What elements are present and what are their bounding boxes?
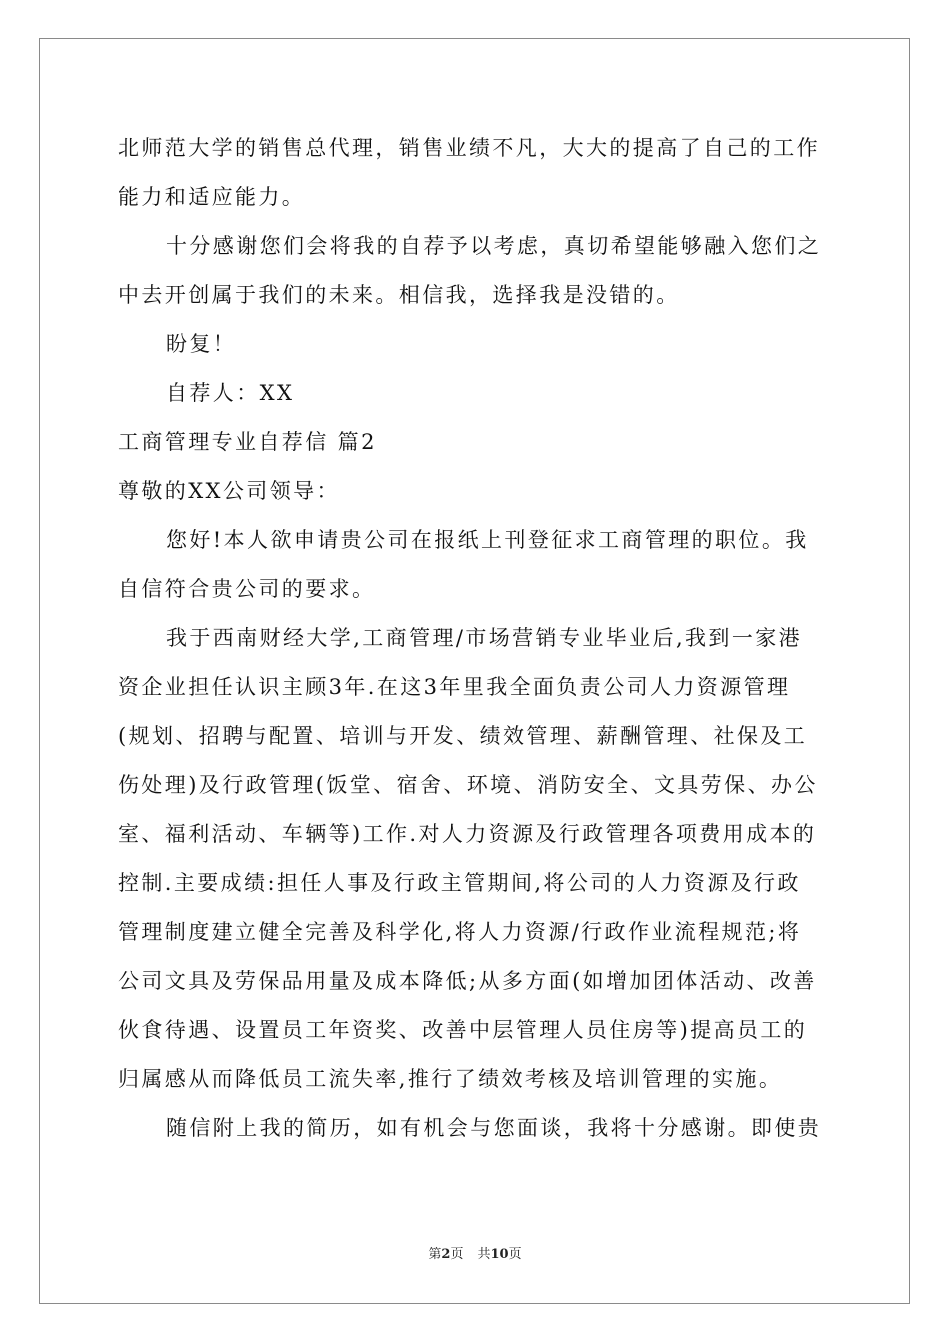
salutation: 尊敬的XX公司领导： (118, 479, 340, 503)
text-line: 您好!本人欲申请贵公司在报纸上刊登征求工商管理的职位。我 (166, 528, 809, 552)
signature-line: 自荐人：XX (166, 381, 295, 405)
page-suffix: 页 (450, 1247, 464, 1262)
text-line: 资企业担任认识主顾3年.在这3年里我全面负责公司人力资源管理 (118, 675, 791, 699)
text-line: 伤处理)及行政管理(饭堂、宿舍、环境、消防安全、文具劳保、办公 (118, 773, 818, 797)
text-line: 归属感从而降低员工流失率,推行了绩效考核及培训管理的实施。 (118, 1067, 783, 1091)
page-footer (0, 1245, 950, 1265)
text-line: 控制.主要成绩:担任人事及行政主管期间,将公司的人力资源及行政 (118, 871, 801, 895)
total-prefix: 共 (477, 1247, 491, 1262)
text-line: 中去开创属于我们的未来。相信我，选择我是没错的。 (118, 283, 680, 307)
text-line: 管理制度建立健全完善及科学化,将人力资源/行政作业流程规范;将 (118, 920, 802, 944)
text-line: 能力和适应能力。 (118, 185, 306, 209)
text-line: 自信符合贵公司的要求。 (118, 577, 376, 601)
text-line: 伙食待遇、设置员工年资奖、改善中层管理人员住房等)提高员工的 (118, 1018, 808, 1042)
total-page-count: 10 (490, 1247, 509, 1262)
closing-line: 盼复！ (166, 332, 237, 356)
text-line: 室、福利活动、车辆等)工作.对人力资源及行政管理各项费用成本的 (118, 822, 817, 846)
document-body (118, 124, 833, 1153)
section-heading: 工商管理专业自荐信 篇2 (118, 430, 377, 454)
text-line: 北师范大学的销售总代理，销售业绩不凡，大大的提高了自己的工作 (118, 136, 820, 160)
text-line: 公司文具及劳保品用量及成本降低;从多方面(如增加团体活动、改善 (118, 969, 817, 993)
text-line: (规划、招聘与配置、培训与开发、绩效管理、薪酬管理、社保及工 (118, 724, 808, 748)
page-prefix: 第 (428, 1247, 442, 1262)
current-page-number: 2 (441, 1247, 451, 1262)
total-suffix: 页 (508, 1247, 522, 1262)
text-line: 十分感谢您们会将我的自荐予以考虑，真切希望能够融入您们之 (166, 234, 822, 258)
text-line: 随信附上我的简历，如有机会与您面谈，我将十分感谢。即使贵 (166, 1116, 822, 1140)
text-line: 我于西南财经大学,工商管理/市场营销专业毕业后,我到一家港 (166, 626, 803, 650)
